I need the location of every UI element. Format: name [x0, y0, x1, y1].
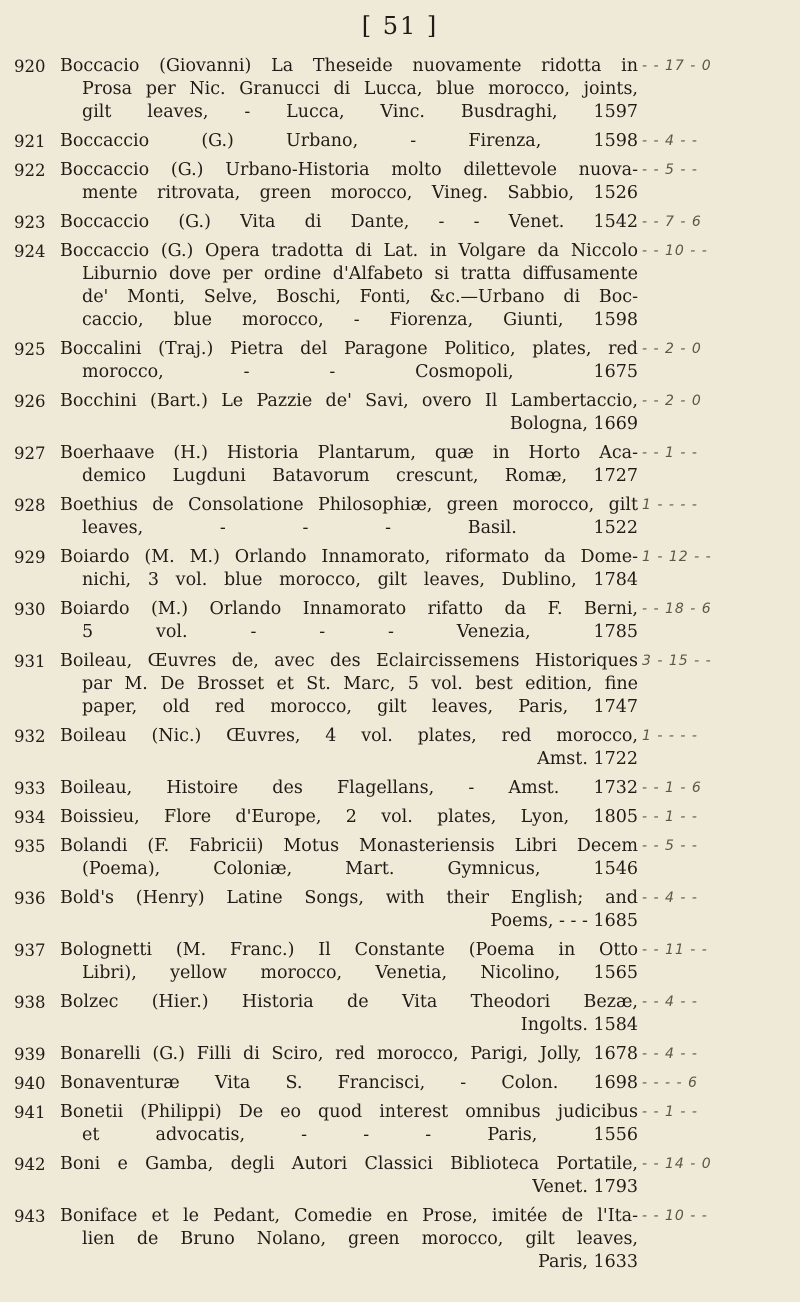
handwritten-price: 3 - 15 - - [642, 653, 712, 669]
catalog-entry [0, 806, 800, 829]
entry-number: 942 [14, 1155, 46, 1174]
catalog-entry [0, 1043, 800, 1066]
entry-line: Boni e Gamba, degli Autori Classici Biblioteca Portatile, [60, 1154, 638, 1174]
entry-number: 935 [14, 837, 46, 856]
handwritten-price: - - 7 - 6 [642, 214, 702, 230]
entry-text [60, 939, 638, 985]
entry-text [60, 598, 638, 644]
entry-line: Bologna, 1669 [509, 414, 638, 434]
entry-text [60, 159, 638, 205]
entry-line: paper, old red morocco, gilt leaves, Paris, 1747 [82, 697, 638, 717]
entry-text [60, 1072, 638, 1095]
entry-text [60, 777, 638, 800]
entry-line: Bonaventuræ Vita S. Francisci, - Colon. 1698 [60, 1073, 638, 1093]
entry-line: Boccalini (Traj.) Pietra del Paragone Politico, plates, red [60, 339, 638, 359]
catalog-entry [0, 390, 800, 436]
entry-line: Bonetii (Philippi) De eo quod interest omnibus judicibus [60, 1102, 638, 1122]
entry-line: Ingolts. 1584 [520, 1015, 638, 1035]
entry-text [60, 991, 638, 1037]
entry-number: 933 [14, 779, 46, 798]
entry-line: Boileau (Nic.) Œuvres, 4 vol. plates, red morocco, [60, 726, 638, 746]
page-number: [ 51 ] [361, 12, 439, 40]
entry-line: Boerhaave (H.) Historia Plantarum, quæ in Horto Aca- [60, 443, 638, 463]
entry-line: Amst. 1722 [537, 749, 638, 769]
entry-line: nichi, 3 vol. blue morocco, gilt leaves, Dublino, 1784 [82, 570, 638, 590]
handwritten-price: - - 17 - 0 [642, 58, 712, 74]
entry-number: 939 [14, 1045, 46, 1064]
handwritten-price: 1 - - - - [642, 497, 698, 513]
entry-number: 931 [14, 652, 46, 671]
entry-text [60, 211, 638, 234]
entry-line: (Poema), Coloniæ, Mart. Gymnicus, 1546 [82, 859, 638, 879]
entry-text [60, 240, 638, 332]
handwritten-price: - - 10 - - [642, 1208, 708, 1224]
catalog-entry [0, 1072, 800, 1095]
handwritten-price: - - 10 - - [642, 243, 708, 259]
entry-text [60, 390, 638, 436]
entry-text [60, 1101, 638, 1147]
handwritten-price: - - 11 - - [642, 942, 708, 958]
handwritten-price: - - 1 - 6 [642, 780, 702, 796]
entry-line: lien de Bruno Nolano, green morocco, gilt leaves, [82, 1229, 638, 1249]
handwritten-price: - - 2 - 0 [642, 393, 702, 409]
catalog-entry [0, 725, 800, 771]
entry-number: 926 [14, 392, 46, 411]
catalog-entry [0, 777, 800, 800]
handwritten-price: - - 5 - - [642, 162, 698, 178]
entry-line: Boccaccio (G.) Urbano-Historia molto dilettevole nuova- [60, 160, 638, 180]
entry-line: par M. De Brosset et St. Marc, 5 vol. best edition, fine [82, 674, 638, 694]
entry-line: Boccaccio (G.) Vita di Dante, - - Venet. 1542 [60, 212, 638, 232]
entry-line: Bonarelli (G.) Filli di Sciro, red morocco, Parigi, Jolly, 1678 [60, 1044, 638, 1064]
entry-line: Boissieu, Flore d'Europe, 2 vol. plates, Lyon, 1805 [60, 807, 638, 827]
catalog-entry [0, 939, 800, 985]
entry-number: 943 [14, 1207, 46, 1226]
entry-line: gilt leaves, - Lucca, Vinc. Busdraghi, 1597 [82, 102, 638, 122]
entry-number: 941 [14, 1103, 46, 1122]
entry-text [60, 442, 638, 488]
entry-text [60, 725, 638, 771]
entry-number: 934 [14, 808, 46, 827]
handwritten-price: - - 4 - - [642, 994, 698, 1010]
entry-text [60, 650, 638, 719]
entry-line: Bolzec (Hier.) Historia de Vita Theodori Bezæ, [60, 992, 638, 1012]
catalog-entry [0, 1153, 800, 1199]
entry-line: Bold's (Henry) Latine Songs, with their English; and [60, 888, 638, 908]
catalog-list [0, 55, 800, 1280]
handwritten-price: - - 14 - 0 [642, 1156, 712, 1172]
entry-number: 929 [14, 548, 46, 567]
entry-line: caccio, blue morocco, - Fiorenza, Giunti, 1598 [82, 310, 638, 330]
handwritten-price: - - 4 - - [642, 1046, 698, 1062]
catalog-entry [0, 991, 800, 1037]
entry-number: 922 [14, 161, 46, 180]
entry-text [60, 1205, 638, 1274]
entry-text [60, 130, 638, 153]
entry-line: Libri), yellow morocco, Venetia, Nicolino, 1565 [82, 963, 638, 983]
entry-number: 930 [14, 600, 46, 619]
entry-number: 923 [14, 213, 46, 232]
entry-text [60, 835, 638, 881]
entry-line: morocco, - - Cosmopoli, 1675 [82, 362, 638, 382]
catalog-entry [0, 887, 800, 933]
catalog-entry [0, 546, 800, 592]
entry-number: 928 [14, 496, 46, 515]
handwritten-price: - - 1 - - [642, 445, 698, 461]
entry-line: Boccaccio (G.) Opera tradotta di Lat. in Volgare da Niccolo [60, 241, 638, 261]
entry-number: 925 [14, 340, 46, 359]
entry-number: 932 [14, 727, 46, 746]
entry-line: Boniface et le Pedant, Comedie en Prose, imitée de l'Ita- [60, 1206, 638, 1226]
handwritten-price: - - - - 6 [642, 1075, 698, 1091]
entry-line: Bolognetti (M. Franc.) Il Constante (Poema in Otto [60, 940, 638, 960]
entry-line: Bolandi (F. Fabricii) Motus Monasteriensis Libri Decem [60, 836, 638, 856]
entry-number: 921 [14, 132, 46, 151]
entry-line: leaves, - - - Basil. 1522 [82, 518, 638, 538]
handwritten-price: 1 - - - - [642, 728, 698, 744]
entry-text [60, 887, 638, 933]
handwritten-price: - - 4 - - [642, 133, 698, 149]
entry-text [60, 55, 638, 124]
entry-line: Boileau, Histoire des Flagellans, - Amst. 1732 [60, 778, 638, 798]
entry-line: Boiardo (M. M.) Orlando Innamorato, riformato da Dome- [60, 547, 638, 567]
handwritten-price: - - 5 - - [642, 838, 698, 854]
entry-line: Boileau, Œuvres de, avec des Eclaircissemens Historiques [60, 651, 638, 671]
catalog-entry [0, 130, 800, 153]
entry-text [60, 806, 638, 829]
entry-line: et advocatis, - - - Paris, 1556 [82, 1125, 638, 1145]
entry-number: 938 [14, 993, 46, 1012]
entry-number: 940 [14, 1074, 46, 1093]
entry-text [60, 1043, 638, 1066]
entry-line: demico Lugduni Batavorum crescunt, Romæ, 1727 [82, 466, 638, 486]
entry-text [60, 1153, 638, 1199]
entry-line: Poems, - - - 1685 [490, 911, 638, 931]
catalog-entry [0, 650, 800, 719]
entry-line: Bocchini (Bart.) Le Pazzie de' Savi, overo Il Lambertaccio, [60, 391, 638, 411]
handwritten-price: - - 1 - - [642, 809, 698, 825]
catalog-entry [0, 1205, 800, 1274]
entry-text [60, 546, 638, 592]
entry-line: Venet. 1793 [532, 1177, 638, 1197]
entry-line: 5 vol. - - - Venezia, 1785 [82, 622, 638, 642]
catalog-entry [0, 835, 800, 881]
entry-number: 936 [14, 889, 46, 908]
entry-line: Prosa per Nic. Granucci di Lucca, blue morocco, joints, [82, 79, 638, 99]
entry-number: 927 [14, 444, 46, 463]
catalog-entry [0, 55, 800, 124]
handwritten-price: - - 2 - 0 [642, 341, 702, 357]
entry-line: Boccaccio (G.) Urbano, - Firenza, 1598 [60, 131, 638, 151]
entry-text [60, 494, 638, 540]
catalog-entry [0, 1101, 800, 1147]
entry-line: Boiardo (M.) Orlando Innamorato rifatto da F. Berni, [60, 599, 638, 619]
catalog-entry [0, 494, 800, 540]
entry-line: Liburnio dove per ordine d'Alfabeto si tratta diffusamente [82, 264, 638, 284]
handwritten-price: - - 18 - 6 [642, 601, 712, 617]
entry-number: 937 [14, 941, 46, 960]
handwritten-price: 1 - 12 - - [642, 549, 712, 565]
handwritten-price: - - 4 - - [642, 890, 698, 906]
catalog-entry [0, 240, 800, 332]
catalog-entry [0, 338, 800, 384]
catalog-entry [0, 159, 800, 205]
catalog-entry [0, 211, 800, 234]
entry-number: 920 [14, 57, 46, 76]
entry-line: Paris, 1633 [537, 1252, 638, 1272]
entry-line: mente ritrovata, green morocco, Vineg. Sabbio, 1526 [82, 183, 638, 203]
catalog-entry [0, 598, 800, 644]
entry-text [60, 338, 638, 384]
entry-line: Boethius de Consolatione Philosophiæ, green morocco, gilt [60, 495, 638, 515]
handwritten-price: - - 1 - - [642, 1104, 698, 1120]
entry-line: de' Monti, Selve, Boschi, Fonti, &c.—Urbano di Boc- [82, 287, 638, 307]
entry-line: Boccacio (Giovanni) La Theseide nuovamente ridotta in [60, 56, 638, 76]
entry-number: 924 [14, 242, 46, 261]
catalog-entry [0, 442, 800, 488]
